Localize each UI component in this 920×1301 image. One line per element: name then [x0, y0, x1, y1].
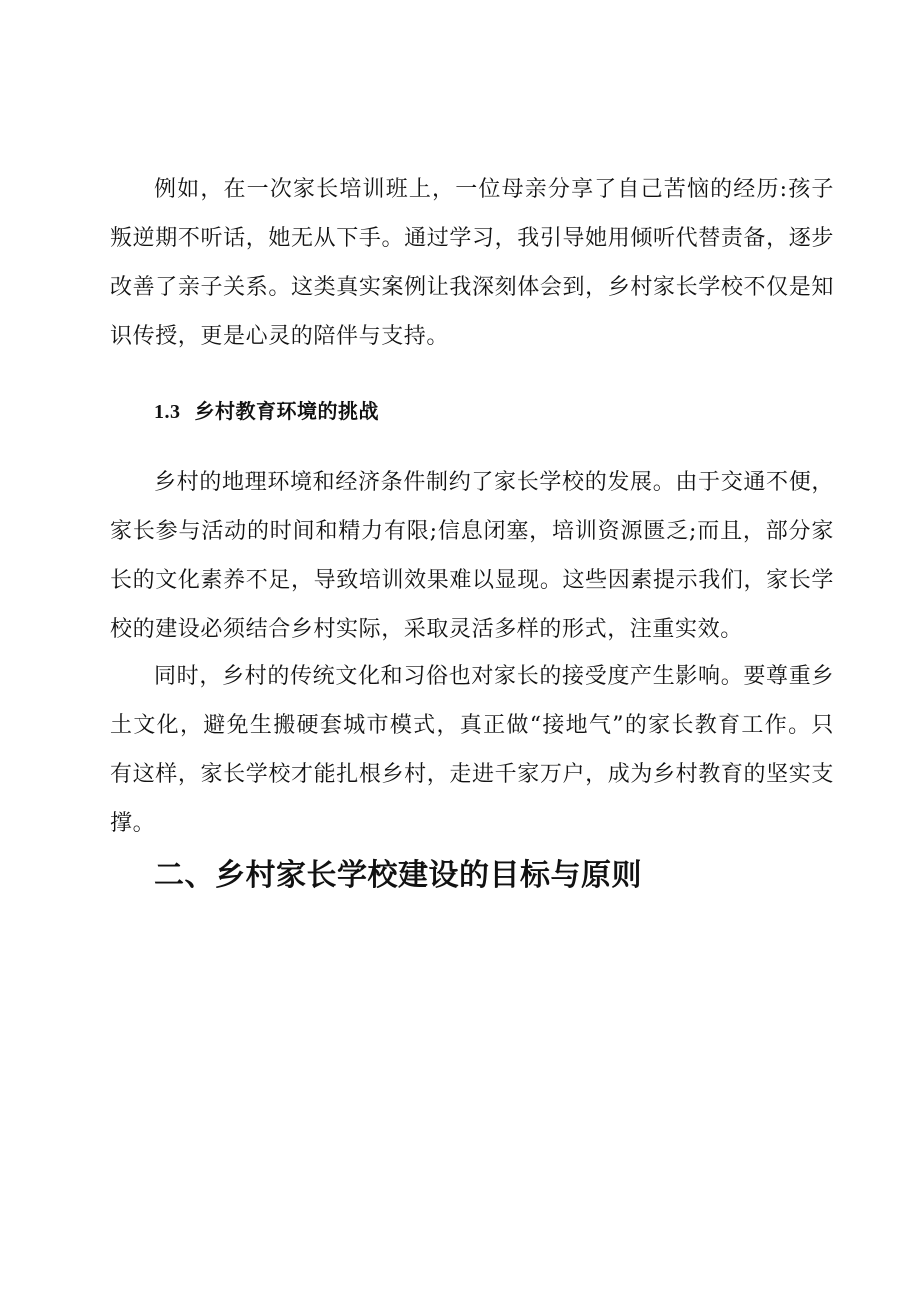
body-paragraph: 例如，在一次家长培训班上，一位母亲分享了自己苦恼的经历:孩子叛逆期不听话，她无从下手。通过学习，我引导她用倾听代替责备，逐步改善了亲子关系。这类真实案例让我深刻体会到，乡村家长学校不仅是知识传授，更是心灵的陪伴与支持。: [110, 177, 834, 349]
subsection-number: 1.3: [154, 401, 181, 423]
section-heading: 二、乡村家长学校建设的目标与原则: [154, 858, 642, 893]
subsection-heading: [154, 395, 379, 424]
body-paragraph: 同时，乡村的传统文化和习俗也对家长的接受度产生影响。要尊重乡土文化，避免生搬硬套城市模式，真正做“接地气”的家长教育工作。只有这样，家长学校才能扎根乡村，走进千家万户，成为乡村教育的坚实支撑。: [110, 664, 834, 836]
subsection-title: 乡村教育环境的挑战: [194, 399, 379, 423]
body-paragraph: 乡村的地理环境和经济条件制约了家长学校的发展。由于交通不便，家长参与活动的时间和精力有限;信息闭塞，培训资源匮乏;而且，部分家长的文化素养不足，导致培训效果难以显现。这些因素提示我们，家长学校的建设必须结合乡村实际，采取灵活多样的形式，注重实效。: [110, 470, 834, 642]
